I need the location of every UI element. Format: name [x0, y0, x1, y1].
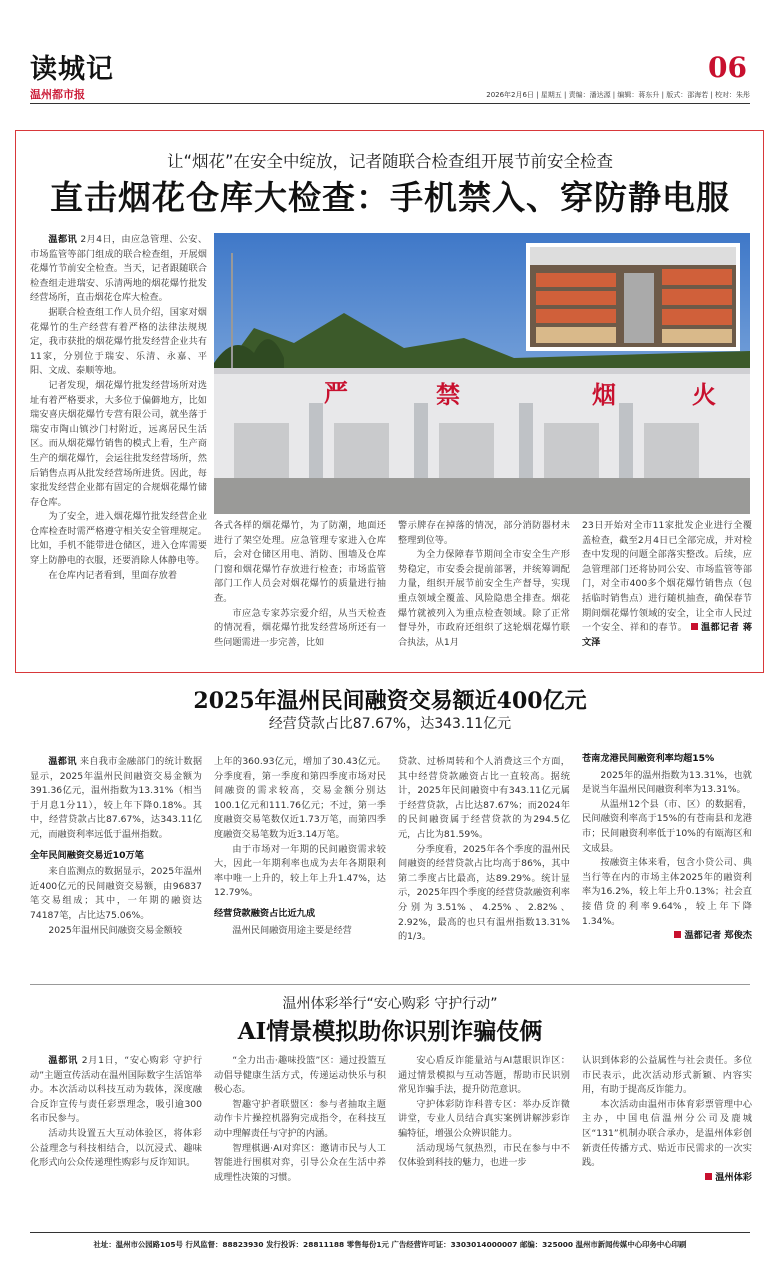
- article3-col4: [582, 1054, 752, 1226]
- article2-col4: [582, 752, 752, 972]
- page-number: 06: [708, 51, 747, 84]
- article1-c1-p2: 据联合检查组工作人员介绍，国家对烟花爆竹的生产经营有着严格的法律法规规定，我市获批的烟花爆竹批发经营企业共有11家，分别位于瑞安、乐清、永嘉、平阳、文成、泰顺等地。: [30, 306, 207, 377]
- article3-byline: 温州体彩: [582, 1171, 752, 1186]
- article3-col3: [398, 1054, 570, 1222]
- article3-c3-p3: 活动现场气氛热烈，市民在参与中不仅体验到科技的魅力，也进一步: [398, 1142, 570, 1169]
- article2-c2-p3: 温州民间融资用途主要是经营: [232, 924, 352, 936]
- article3-kicker: 温州体彩举行“安心购彩 守护行动”: [282, 996, 498, 1012]
- article2-c4-p2: 从温州12个县（市、区）的数据看，民间融资利率高于15%的有苍南县和龙港市；民间融资利率低于10%的有瓯海区和文成县。: [582, 798, 752, 854]
- article2-c2-subtitle: 经营贷款融资占比近九成: [214, 907, 316, 919]
- article-divider: [30, 984, 750, 985]
- article3-c3-p2: 守护体彩防诈科普专区：举办反诈微讲堂，专业人员结合真实案例讲解涉彩诈骗特征，增强公众辨识能力。: [398, 1098, 570, 1139]
- article1-c1-p3: 记者发现，烟花爆竹批发经营场所对选址有着严格要求，大多位于偏僻地方，比如瑞安喜庆烟花爆竹专营有限公司，就坐落于瑞安市陶山镇沙门村附近，远离居民生活区。而从烟花爆竹销售的模式上看，生产商生产的烟花爆竹，会运往批发经营场所，然后销售点再从批发经营场所进货。因此，每家批发经营企业都有固定的合规烟花爆竹储存仓库。: [30, 379, 207, 508]
- article1-col2: [214, 519, 386, 665]
- article2-col2: [214, 755, 386, 970]
- article3-c2-p2: 智趣守护者联盟区：参与者抽取主题动作卡片操控机器狗完成指令，在科技互动中理解责任与守护的内涵。: [214, 1098, 386, 1139]
- article1-c3-p1: 警示牌存在掉落的情况，部分消防器材未整理到位等。: [398, 520, 570, 546]
- article1-c1-p5: 在仓库内记者看到，里面存放着: [48, 569, 178, 581]
- article2-byline: 温都记者 郑俊杰: [582, 929, 752, 944]
- article2-c2-p2: 由于市场对一年期的民间融资需求较大，因此一年期利率也成为去年各期限利率中唯一上升的，较上年上升1.47%，达12.79%。: [214, 843, 386, 899]
- article3-c4-p2: 本次活动由温州市体育彩票管理中心主办，中国电信温州分公司及鹿城区“131”机制办联合承办，是温州体彩创新责任传播方式、贴近市民需求的一次实践。: [582, 1098, 752, 1169]
- article2-c4-p1: 2025年的温州指数为13.31%，也就是说当年温州民间融资利率为13.31%。: [582, 769, 752, 796]
- article3-c2-p3: 智理棋遇·AI对弈区：邀请市民与人工智能进行围棋对弈，引导公众在生活中养成理性决策的习惯。: [214, 1142, 386, 1183]
- footer-info: 社址：温州市公园路105号 行风监督：88823930 发行投诉：28811188 零售每份1元 广告经营许可证：3303014000007 邮编：325000 温州市新闻传媒中心印务中心印刷: [93, 1240, 687, 1249]
- article1-headline: 直击烟花仓库大检查：手机禁入、穿防静电服: [50, 178, 730, 217]
- article3-c4-p1: 认识到体彩的公益属性与社会责任。多位市民表示，此次活动形式新颖、内容实用，有助于提高反诈能力。: [582, 1055, 752, 1096]
- masthead-newspaper-name: 温州都市报: [30, 88, 85, 101]
- article1-byline: 温都记者 蒋文泽: [582, 622, 752, 648]
- article2-c3-p1: 贷款、过桥周转和个人消费这三个方面，其中经营贷款融资占比一直较高。据统计，2025年民间融资中有343.11亿元属于经营贷款，占比达87.67%；而2024年的民间融资属于经营贷款的为294.5亿元，占比为81.59%。: [398, 756, 570, 840]
- footer-rule: [30, 1232, 750, 1233]
- dateline: 2026年2月6日 | 星期五 | 责编：潘达源 | 编辑：蒋东升 | 版式：邵海若 | 校对：朱彤: [486, 91, 750, 99]
- article2-c1-subtitle: 全年民间融资交易近10万笔: [30, 849, 144, 861]
- article3-lead: 温都讯: [48, 1055, 79, 1066]
- article2-c1-p3: 2025年温州民间融资交易金额较: [48, 924, 183, 936]
- article1-c4-p1: 23日开始对全市11家批发企业进行全覆盖检查，截至2月4日已全部完成，并对检查中发现的问题全部落实整改。后续，应急管理部门还将协同公安、市场监管等部门，对全市400多个烟花爆竹销售点（包括临时销售点）进行随机抽查，确保春节期间烟花爆竹领域的安全，让全市人民过一个安全、祥和的春节。: [582, 520, 752, 634]
- article3-col1: [30, 1054, 202, 1222]
- article3-headline: AI情景模拟助你识别诈骗伎俩: [237, 1018, 543, 1045]
- article2-c3-p2: 分季度看，2025年各个季度的温州民间融资的经营贷款占比均高于86%，其中第二季度占比最高，达89.29%。统计显示，2025年四个季度的经营贷款融资利率分别为3.51%、4.25%、2.82%、2.92%，最高的也只有温州指数13.31%的1/3。: [398, 843, 570, 943]
- article2-lead: 温都讯: [48, 756, 77, 767]
- warehouse-photo: [214, 233, 750, 514]
- article1-c3-p2: 为全力保障春节期间全市安全生产形势稳定，市安委会提前部署，并统筹调配力量，组织开展节前安全生产督导，实现重点领域全覆盖、风险隐患全排查。烟花爆竹就被列入为重点检查领域。除了正常督导外，市政府还组织了这轮烟花爆竹联合执法，从1月: [398, 549, 570, 648]
- article3-col2: [214, 1054, 386, 1222]
- masthead-rule: [30, 103, 750, 104]
- article1-c1-p1: 2月4日，由应急管理、公安、市场监管等部门组成的联合检查组，开展烟花爆竹节前安全检查。当天，记者跟随联合检查组走进瑞安、乐清两地的烟花爆竹批发经营场所，直击烟花仓库大检查。: [30, 234, 207, 304]
- article2-col3: [398, 755, 570, 970]
- sign-char: 严: [324, 378, 348, 407]
- sign-char: 烟: [592, 380, 616, 409]
- article1-col4: [582, 519, 752, 669]
- article3-c1-p2: 活动共设置五大互动体验区，将体彩公益理念与科技相结合，以沉浸式、趣味化形式向公众传递理性购彩与反诈知识。: [30, 1127, 202, 1169]
- article2-c4-p3: 按融资主体来看，包含小贷公司、典当行等在内的市场主体2025年的融资利率为16.2%，较上年上升0.13%；社会直接借贷的利率9.64%，较上年下降1.34%。: [582, 857, 752, 927]
- masthead-title: 读城记: [30, 54, 114, 85]
- article3-c3-p1: 安心盾反诈能量站与AI慧眼识诈区：通过情景模拟与互动答题，帮助市民识别常见诈骗手法，提升防范意识。: [398, 1055, 570, 1096]
- article1-kicker: 让“烟花”在安全中绽放，记者随联合检查组开展节前安全检查: [166, 152, 614, 171]
- article3-c1-p1: 2月1日，“安心购彩 守护行动”主题宣传活动在温州国际数字生活馆举办。本次活动以科技互动为载体，深度融合反诈宣传与责任彩票理念，吸引逾300名市民参与。: [30, 1055, 202, 1125]
- article2-c2-p1: 上年的360.93亿元，增加了30.43亿元。分季度看，第一季度和第四季度市场对民间融资的需求较高，交易金额分别达100.1亿元和111.76亿元；不过，第一季度融资交易笔数仅近1.73万笔，而第四季度融资交易笔数为近3.14万笔。: [214, 756, 386, 840]
- article2-subhead: 经营贷款占比87.67%，达343.11亿元: [268, 716, 512, 732]
- sign-char: 火: [692, 380, 716, 409]
- article1-c2-p2: 市应急专家苏宗爱介绍，从当天检查的情况看，烟花爆竹批发经营场所还有一些问题需进一步完善，比如: [214, 607, 386, 648]
- article2-headline: 2025年温州民间融资交易额近400亿元: [193, 688, 587, 714]
- article1-col3: [398, 519, 570, 665]
- article2-c1-p1: 来自我市金融部门的统计数据显示，2025年温州民间融资交易金额为391.36亿元，温州指数为13.31%（相当于月息1分11），较上年下降0.18%。其中，经营贷款占比87.67%，达343.11亿元，而融资利率远低于温州指数。: [30, 756, 202, 840]
- sign-char: 禁: [436, 380, 460, 409]
- article3-c2-p1: “全力出击·趣味投篮”区：通过投篮互动倡导健康生活方式，传递运动快乐与积极心态。: [214, 1055, 386, 1096]
- article1-lead: 温都讯: [48, 234, 78, 245]
- article1-c2-p1: 各式各样的烟花爆竹，为了防潮，地面还进行了架空处理。应急管理专家进入仓库后，会对仓储区用电、消防、围墙及仓库门窗和烟花爆竹存放进行检查；市场监管部门工作人员会对烟花爆竹的质量进行抽查。: [214, 520, 386, 604]
- article2-c1-p2: 来自监测点的数据显示，2025年温州近400亿元的民间融资交易额，由96837笔交易组成；其中，一年期的融资达74187笔，占比达75.06%。: [30, 866, 202, 921]
- article2-col1: [30, 755, 202, 970]
- article2-c4-subtitle: 苍南龙港民间融资利率均超15%: [582, 753, 715, 764]
- article1-col1: [30, 233, 207, 665]
- article1-c1-p4: 为了安全，进入烟花爆竹批发经营企业仓库检查时需严格遵守相关安全管理规定。比如，手机不能带进仓储区，进入仓库需要穿上防静电的衣服，还要消除人体静电等。: [30, 511, 207, 567]
